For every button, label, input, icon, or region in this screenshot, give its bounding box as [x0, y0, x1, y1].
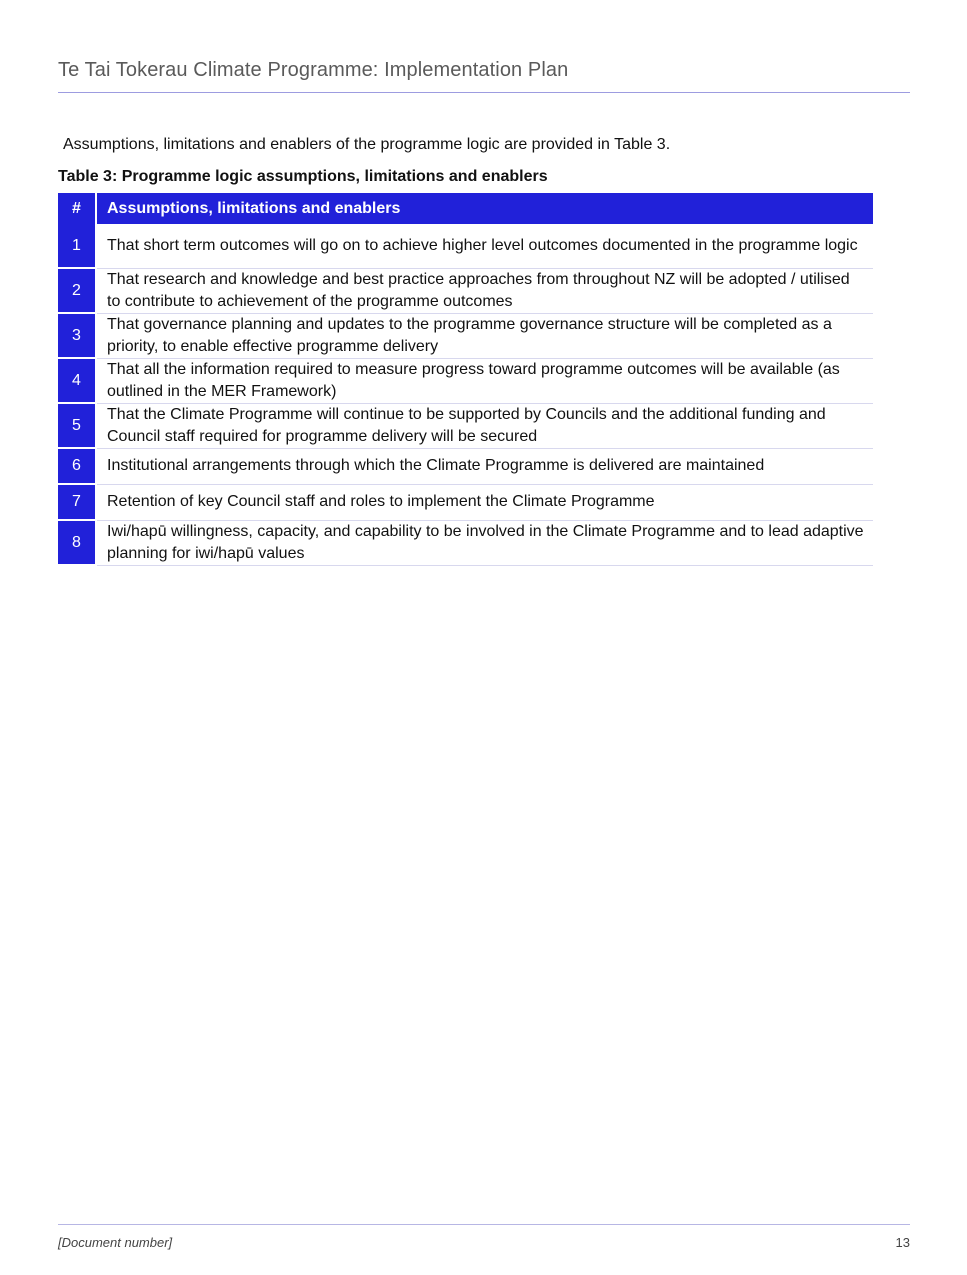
row-text: That short term outcomes will go on to achieve higher level outcomes documented in the programme logic	[96, 224, 873, 268]
row-number: 1	[58, 224, 96, 268]
row-number: 3	[58, 313, 96, 358]
row-text: Iwi/hapū willingness, capacity, and capability to be involved in the Climate Programme and to lead adaptive planning for iwi/hapū values	[96, 520, 873, 565]
table-row	[58, 268, 873, 313]
row-number: 4	[58, 358, 96, 403]
row-number: 6	[58, 448, 96, 484]
row-number: 2	[58, 268, 96, 313]
row-number: 8	[58, 520, 96, 565]
page-header	[58, 56, 910, 93]
table-header-row	[58, 193, 873, 224]
column-header-assumptions: Assumptions, limitations and enablers	[96, 193, 873, 224]
row-number: 7	[58, 484, 96, 520]
column-header-number: #	[58, 193, 96, 224]
table-caption: Table 3: Programme logic assumptions, limitations and enablers	[58, 168, 548, 185]
row-number: 5	[58, 403, 96, 448]
row-text: Retention of key Council staff and roles to implement the Climate Programme	[96, 484, 873, 520]
table-row	[58, 520, 873, 565]
assumptions-table	[58, 193, 873, 566]
document-title: Te Tai Tokerau Climate Programme: Implementation Plan	[58, 59, 569, 81]
intro-paragraph: Assumptions, limitations and enablers of the programme logic are provided in Table 3.	[63, 136, 671, 153]
table-row	[58, 448, 873, 484]
page-footer	[58, 1224, 910, 1250]
document-number: [Document number]	[58, 1235, 173, 1250]
table-row	[58, 403, 873, 448]
row-text: That the Climate Programme will continue to be supported by Councils and the additional funding and Council staff required for programme delivery will be secured	[96, 403, 873, 448]
table-row	[58, 484, 873, 520]
row-text: Institutional arrangements through which the Climate Programme is delivered are maintained	[96, 448, 873, 484]
row-text: That research and knowledge and best practice approaches from throughout NZ will be adopted / utilised to contribute to achievement of the programme outcomes	[96, 268, 873, 313]
assumptions-table-container	[58, 193, 873, 566]
row-text: That all the information required to measure progress toward programme outcomes will be available (as outlined in the MER Framework)	[96, 358, 873, 403]
row-text: That governance planning and updates to the programme governance structure will be completed as a priority, to enable effective programme delivery	[96, 313, 873, 358]
table-row	[58, 358, 873, 403]
page-number: 13	[895, 1235, 910, 1250]
table-row	[58, 224, 873, 268]
table-row	[58, 313, 873, 358]
